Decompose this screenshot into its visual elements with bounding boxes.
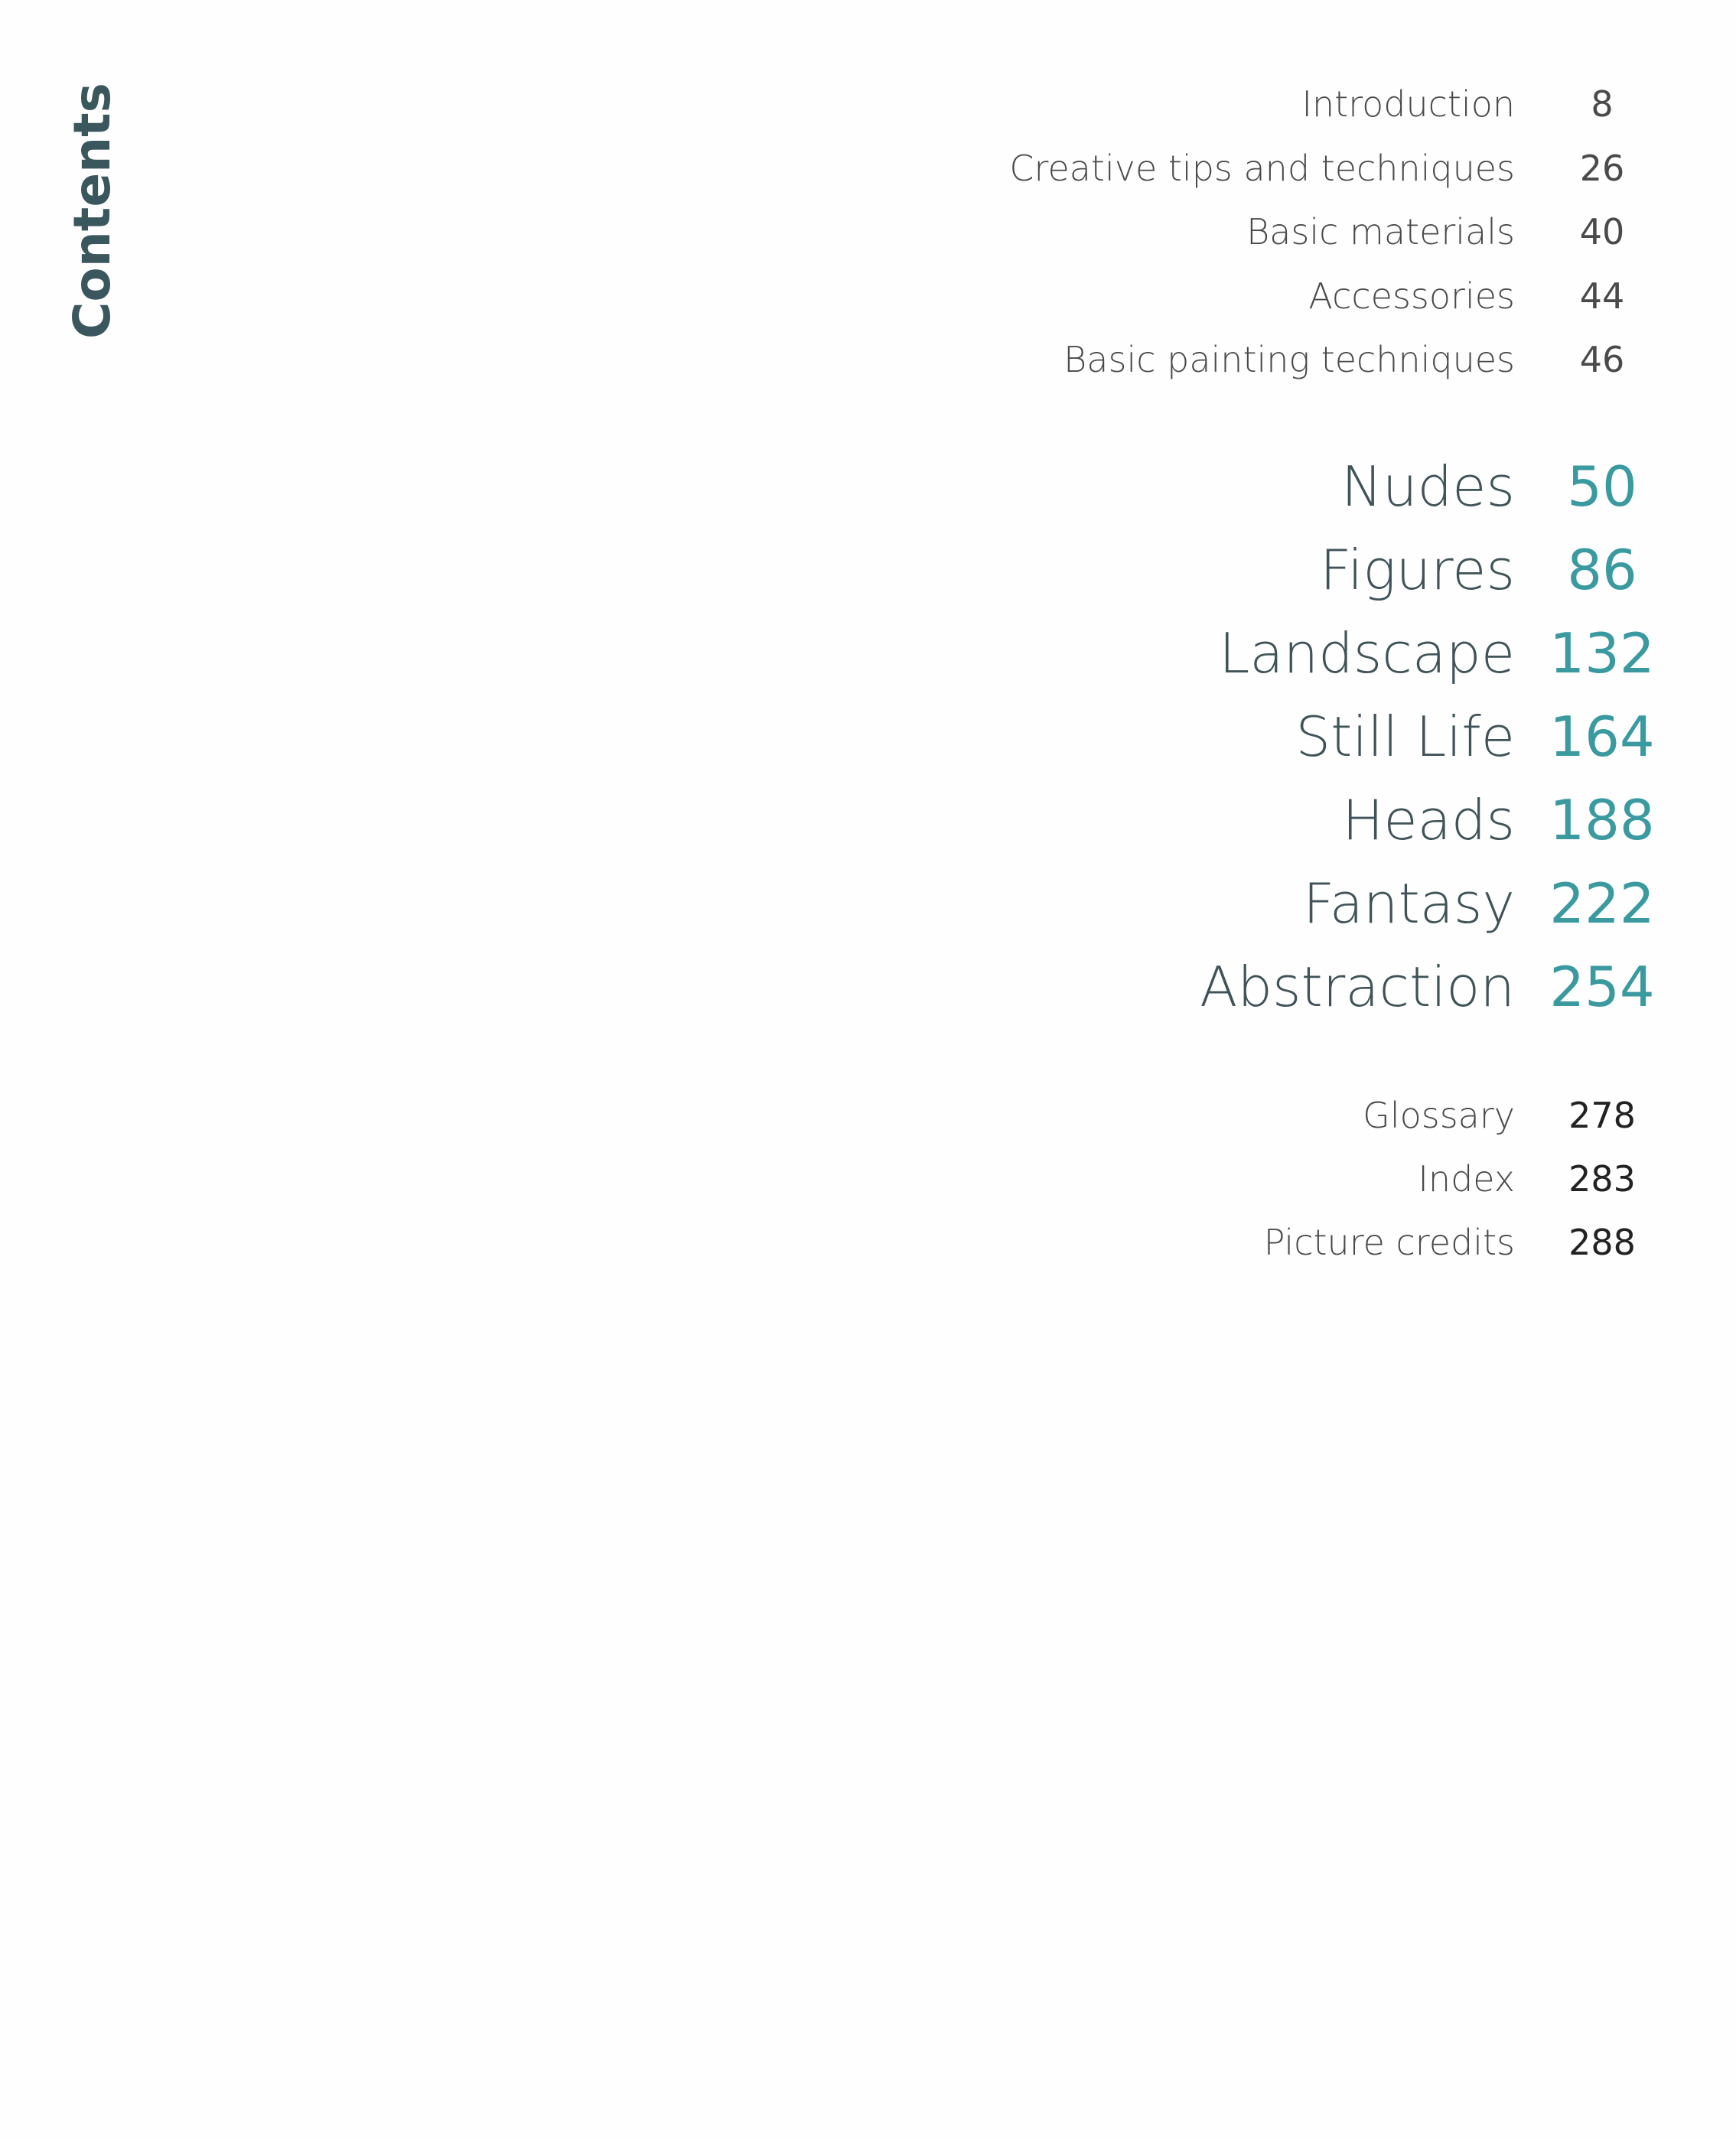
entry-page: 283 — [1568, 1158, 1636, 1200]
chapter-label: Fantasy — [1302, 871, 1515, 936]
entry-page: 26 — [1579, 148, 1625, 189]
entry-page: 8 — [1591, 83, 1614, 125]
chapter-page: 188 — [1549, 788, 1655, 852]
chapter-page: 132 — [1549, 621, 1655, 685]
entry-page: 278 — [1568, 1095, 1636, 1136]
entry-label: Picture credits — [1263, 1222, 1515, 1263]
entry-label: Introduction — [1301, 83, 1515, 125]
entry-label: Basic materials — [1246, 211, 1515, 252]
chapter-label: Figures — [1320, 538, 1515, 602]
entry-page: 288 — [1568, 1222, 1636, 1263]
chapter-page: 86 — [1567, 538, 1637, 602]
chapter-page: 222 — [1549, 871, 1655, 936]
chapter-label: Abstraction — [1200, 955, 1515, 1019]
entry-page: 40 — [1579, 211, 1625, 252]
chapter-page: 254 — [1549, 955, 1655, 1019]
page-title: Contents — [63, 83, 122, 339]
chapter-label: Nudes — [1340, 454, 1515, 519]
entry-label: Glossary — [1363, 1095, 1515, 1136]
chapter-label: Heads — [1342, 788, 1515, 852]
chapter-label: Still Life — [1295, 705, 1515, 769]
entry-label: Basic painting techniques — [1063, 339, 1515, 380]
chapter-label: Landscape — [1219, 621, 1515, 685]
entry-page: 44 — [1579, 275, 1625, 317]
entry-label: Creative tips and techniques — [1009, 148, 1515, 189]
entry-page: 46 — [1579, 339, 1625, 380]
entry-label: Index — [1418, 1158, 1515, 1200]
chapter-page: 50 — [1567, 454, 1637, 519]
entry-label: Accessories — [1308, 275, 1515, 317]
chapter-page: 164 — [1549, 705, 1655, 769]
